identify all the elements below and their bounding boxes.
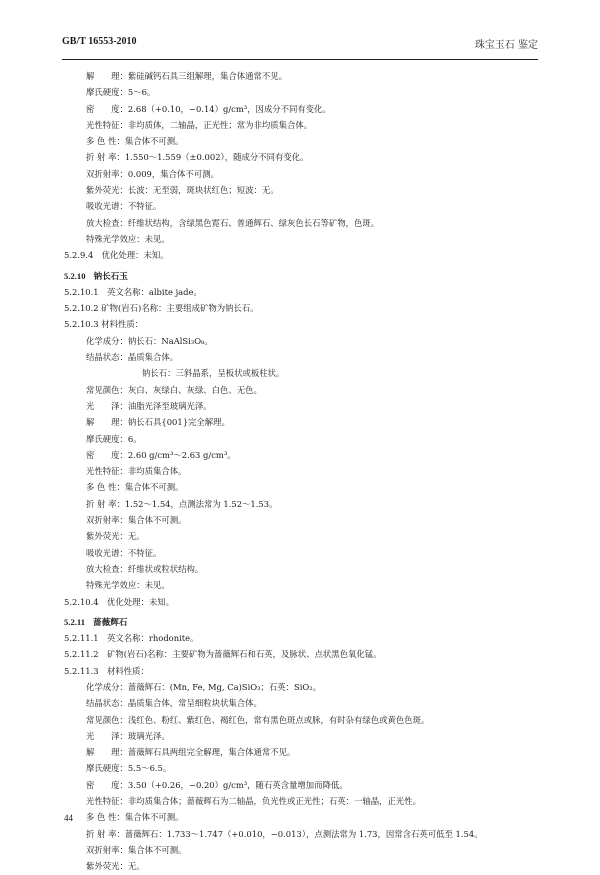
property-value: 紫硅碱钙石具三组解理，集合体通常不见。 (127, 71, 287, 81)
property-label: 摩氏硬度： (86, 433, 128, 444)
property-line (62, 479, 546, 495)
property-label: 摩氏硬度： (86, 763, 128, 774)
property-label: 结晶状态： (86, 698, 128, 709)
property-line (62, 545, 546, 561)
property-value: 1.52～1.54，点测法常为 1.52～1.53。 (124, 498, 278, 509)
document-body (62, 68, 546, 875)
property-value: 非均质集合体。 (127, 466, 187, 477)
property-label: 折 射 率： (86, 828, 125, 839)
property-line (62, 215, 546, 231)
property-label: 光性特征： (86, 119, 128, 130)
property-line (62, 166, 546, 182)
clause-line: 5.2.11.1 英文名称：rhodonite。 (64, 633, 199, 644)
property-label: 结晶状态： (86, 352, 128, 363)
property-line (62, 679, 546, 695)
property-value: 不特征。 (127, 547, 162, 558)
property-line (62, 133, 546, 149)
property-value: 未见。 (144, 233, 170, 244)
property-line (62, 809, 546, 825)
property-line (62, 84, 546, 100)
property-label: 放大检查： (86, 563, 128, 574)
property-label: 解 理： (86, 417, 128, 428)
page-number: 44 (64, 813, 73, 823)
clause-line: 5.2.10.1 英文名称：albite jade。 (64, 286, 202, 297)
property-line (62, 182, 546, 198)
property-label: 化学成分： (86, 681, 128, 692)
header-divider (62, 59, 538, 60)
property-line (62, 382, 546, 398)
property-label: 放大检查： (86, 217, 128, 228)
property-value: 油脂光泽至玻璃光泽。 (127, 400, 212, 411)
property-line (62, 512, 546, 528)
property-value: 灰白、灰绿白、灰绿、白色、无色。 (127, 384, 262, 395)
property-label: 光性特征： (86, 796, 128, 807)
property-line (62, 149, 546, 165)
property-label: 特殊光学效应： (86, 580, 145, 591)
property-label: 双折射率： (86, 168, 128, 179)
property-label: 常见颜色： (86, 384, 128, 395)
section-title: 钠长石玉 (93, 270, 128, 281)
property-label: 折 射 率： (86, 498, 125, 509)
property-line (62, 695, 546, 711)
property-value: 长波：无至弱，斑块状红色；短波：无。 (127, 185, 279, 196)
property-label: 密 度： (86, 779, 128, 790)
property-value: 5.5～6.5。 (127, 763, 172, 774)
property-label: 紫外荧光： (86, 531, 128, 542)
page-header (62, 36, 538, 54)
clause-line: 5.2.10.4 优化处理：未知。 (64, 596, 175, 607)
property-value: 集合体不可测。 (124, 136, 184, 147)
clause-line: 5.2.10.2 矿物(岩石)名称：主要组成矿物为钠长石。 (64, 303, 259, 314)
property-line (62, 728, 546, 744)
section-heading (62, 268, 546, 284)
property-line (62, 231, 546, 247)
property-line (62, 842, 546, 858)
property-value: 钠长石具{001}完全解理。 (127, 417, 230, 428)
property-label: 吸收光谱： (86, 201, 128, 212)
property-value: 0.009，集合体不可测。 (127, 168, 219, 179)
section-number: 5.2.11 (64, 616, 86, 627)
property-label: 紫外荧光： (86, 861, 128, 872)
property-line (62, 744, 546, 760)
property-line (62, 561, 546, 577)
property-line (62, 760, 546, 776)
property-label: 化学成分： (86, 335, 128, 346)
property-line (62, 712, 546, 728)
property-continuation: 钠长石：三斜晶系，呈板状或板柱状。 (142, 368, 285, 379)
property-label: 摩氏硬度： (86, 87, 128, 98)
property-value: 集合体不可测。 (124, 812, 184, 823)
property-label: 常见颜色： (86, 714, 128, 725)
section-number: 5.2.10 (64, 270, 86, 281)
property-value: 6。 (127, 433, 142, 444)
property-label: 多 色 性： (86, 136, 125, 147)
property-value: 蔷薇辉石：(Mn, Fe, Mg, Ca)SiO₃；石英：SiO₂。 (127, 681, 322, 692)
property-line (62, 826, 546, 842)
property-line (62, 101, 546, 117)
clause-line: 5.2.9.4 优化处理：未知。 (64, 250, 169, 261)
property-line (62, 496, 546, 512)
property-label: 密 度： (86, 449, 128, 460)
property-value: 5～6。 (127, 87, 156, 98)
property-value: 玻璃光泽。 (127, 730, 170, 741)
property-line (62, 414, 546, 430)
property-line (62, 793, 546, 809)
property-line (62, 333, 546, 349)
property-line (62, 198, 546, 214)
section-title: 蔷薇辉石 (93, 616, 128, 627)
property-value: 未见。 (144, 580, 170, 591)
property-label: 特殊光学效应： (86, 233, 145, 244)
property-label: 解 理： (86, 71, 128, 81)
property-line (62, 447, 546, 463)
property-value: 1.550～1.559（±0.002），随成分不同有变化。 (124, 152, 309, 163)
property-value: 不特征。 (127, 201, 162, 212)
property-line (62, 777, 546, 793)
property-label: 光性特征： (86, 466, 128, 477)
property-value: 蔷薇辉石：1.733～1.747（+0.010，−0.013），点测法常为 1.73，因常含石英可低至 1.54。 (124, 828, 483, 839)
property-value: 蔷薇辉石具两组完全解理，集合体通常不见。 (127, 747, 296, 758)
property-label: 折 射 率： (86, 152, 125, 163)
property-label: 多 色 性： (86, 482, 125, 493)
property-value: 晶质集合体，常呈细粒块状集合体。 (127, 698, 262, 709)
document-title: 珠宝玉石 鉴定 (474, 40, 538, 51)
property-value: 纤维状或粒状结构。 (127, 563, 204, 574)
property-line (62, 577, 546, 593)
property-value: 集合体不可测。 (127, 515, 187, 526)
property-label: 多 色 性： (86, 812, 125, 823)
clause-line: 5.2.10.3 材料性质： (64, 319, 144, 330)
property-label: 吸收光谱： (86, 547, 128, 558)
section-heading (62, 614, 546, 630)
property-value: 2.68（+0.10，−0.14）g/cm³，因成分不同有变化。 (127, 103, 331, 114)
property-value: 无。 (127, 531, 145, 542)
property-value: 钠长石：NaAlSi₃O₈。 (127, 335, 213, 346)
property-label: 双折射率： (86, 844, 128, 855)
property-value: 非均质集合体；蔷薇辉石为二轴晶，负光性或正光性；石英：一轴晶，正光性。 (127, 796, 421, 807)
property-value: 非均质体，二轴晶，正光性；常为非均质集合体。 (127, 119, 313, 130)
property-value: 晶质集合体。 (127, 352, 179, 363)
clause-line: 5.2.11.2 矿物(岩石)名称：主要矿物为蔷薇辉石和石英，及脉状、点状黑色氧化锰。 (64, 649, 382, 660)
property-value: 3.50（+0.26，−0.20）g/cm³，随石英含量增加而降低。 (127, 779, 348, 790)
property-label: 紫外荧光： (86, 185, 128, 196)
property-line (62, 528, 546, 544)
property-line (62, 463, 546, 479)
clause-line: 5.2.11.3 材料性质： (64, 665, 149, 676)
property-value: 集合体不可测。 (124, 482, 184, 493)
property-line (62, 858, 546, 874)
property-value: 浅红色、粉红、紫红色、褐红色，常有黑色斑点或脉，有时杂有绿色或黄色色斑。 (127, 714, 430, 725)
property-value: 集合体不可测。 (127, 844, 187, 855)
standard-number: GB/T 16553-2010 (62, 36, 137, 47)
property-line (62, 117, 546, 133)
property-label: 双折射率： (86, 515, 128, 526)
property-label: 光 泽： (86, 400, 128, 411)
property-label: 解 理： (86, 747, 128, 758)
property-line (62, 398, 546, 414)
property-line (62, 68, 546, 84)
property-line (62, 349, 546, 365)
property-label: 光 泽： (86, 730, 128, 741)
property-label: 密 度： (86, 103, 128, 114)
property-value: 无。 (127, 861, 145, 872)
property-value: 2.60 g/cm³～2.63 g/cm³。 (127, 449, 236, 460)
property-line (62, 431, 546, 447)
property-value: 纤维状结构，含绿黑色霓石、普通辉石、绿灰色长石等矿物，色斑。 (127, 217, 380, 228)
